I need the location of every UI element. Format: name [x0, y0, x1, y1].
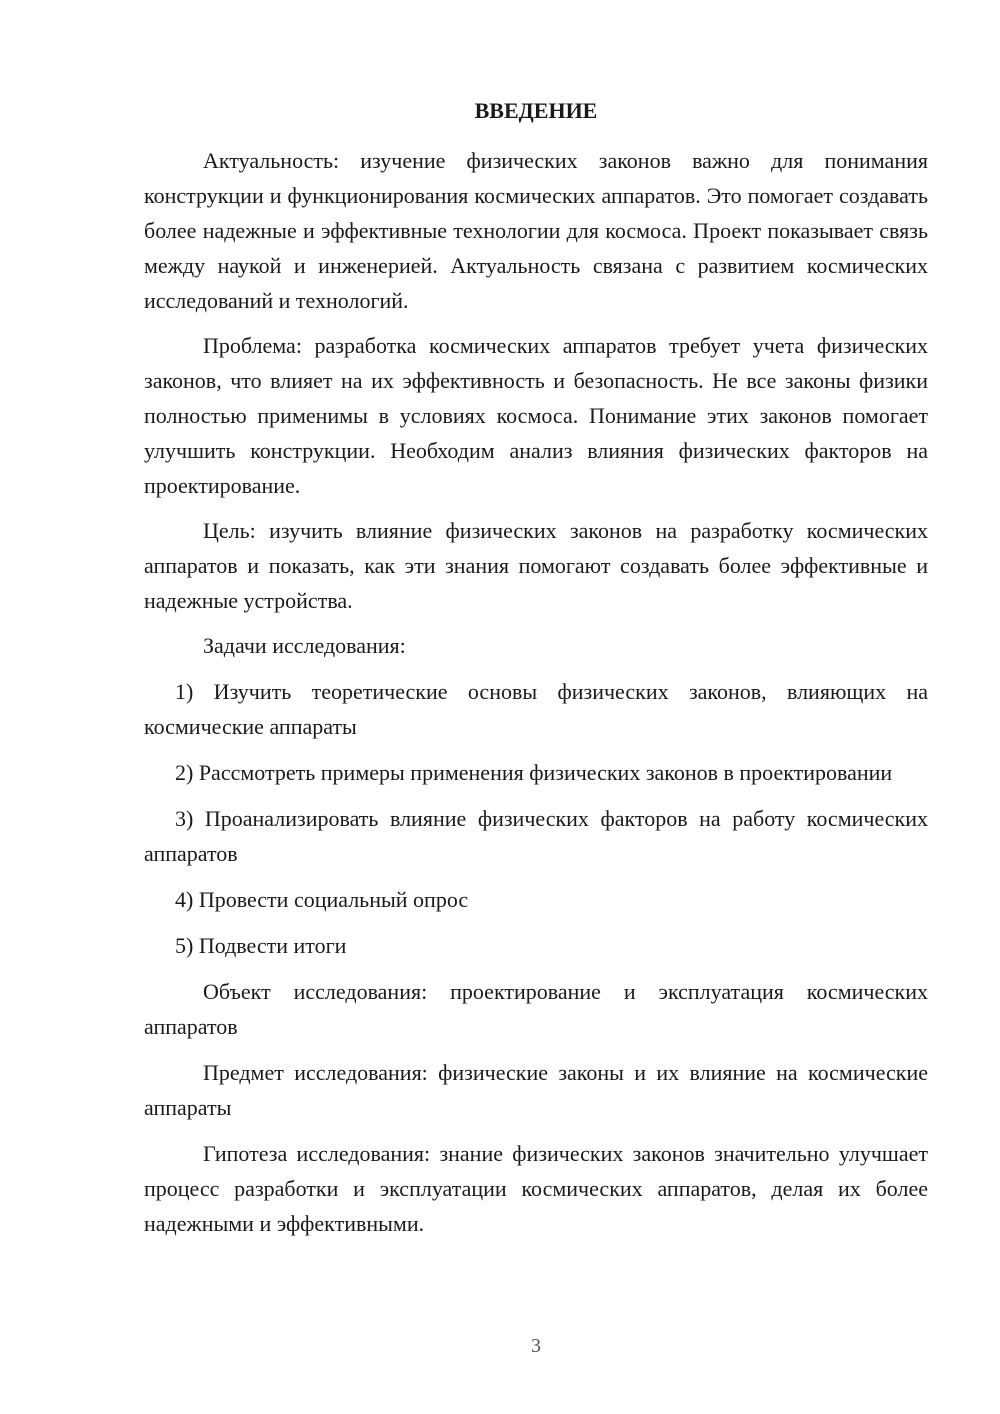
task-item-3: 3) Проанализировать влияние физических факторов на работу космических аппаратов [144, 806, 928, 866]
problem-paragraph: Проблема: разработка космических аппаратов требует учета физических законов, что влияет на их эффективность и безопасность. Не все законы физики полностью применимы в условиях космоса. Понимание этих законов помогает улучшить конструкции. Необходим анализ влияния физических факторов на проектирование. [144, 333, 928, 498]
section-title: ВВЕДЕНИЕ [474, 98, 598, 123]
page-number: 3 [531, 1335, 541, 1357]
tasks-heading: Задачи исследования: [203, 633, 406, 658]
task-item-4: 4) Провести социальный опрос [175, 887, 469, 912]
hypothesis-paragraph: Гипотеза исследования: знание физических законов значительно улучшает процесс разработки и эксплуатации космических аппаратов, делая их более надежными и эффективными. [144, 1141, 928, 1236]
page-content [144, 94, 928, 1241]
subject-paragraph: Предмет исследования: физические законы и их влияние на космические аппараты [144, 1060, 928, 1120]
relevance-paragraph: Актуальность: изучение физических законов важно для понимания конструкции и функционирования космических аппаратов. Это помогает создавать более надежные и эффективные технологии для космоса. Проект показывает связь между наукой и инженерией. Актуальность связана с развитием космических исследований и технологий. [144, 148, 928, 313]
goal-paragraph: Цель: изучить влияние физических законов на разработку космических аппаратов и показать, как эти знания помогают создавать более эффективные и надежные устройства. [144, 518, 928, 613]
task-item-1: 1) Изучить теоретические основы физических законов, влияющих на космические аппараты [144, 679, 928, 739]
object-paragraph: Объект исследования: проектирование и эксплуатация космических аппаратов [144, 979, 928, 1039]
task-item-5: 5) Подвести итоги [175, 933, 347, 958]
task-item-2: 2) Рассмотреть примеры применения физических законов в проектировании [175, 760, 893, 785]
